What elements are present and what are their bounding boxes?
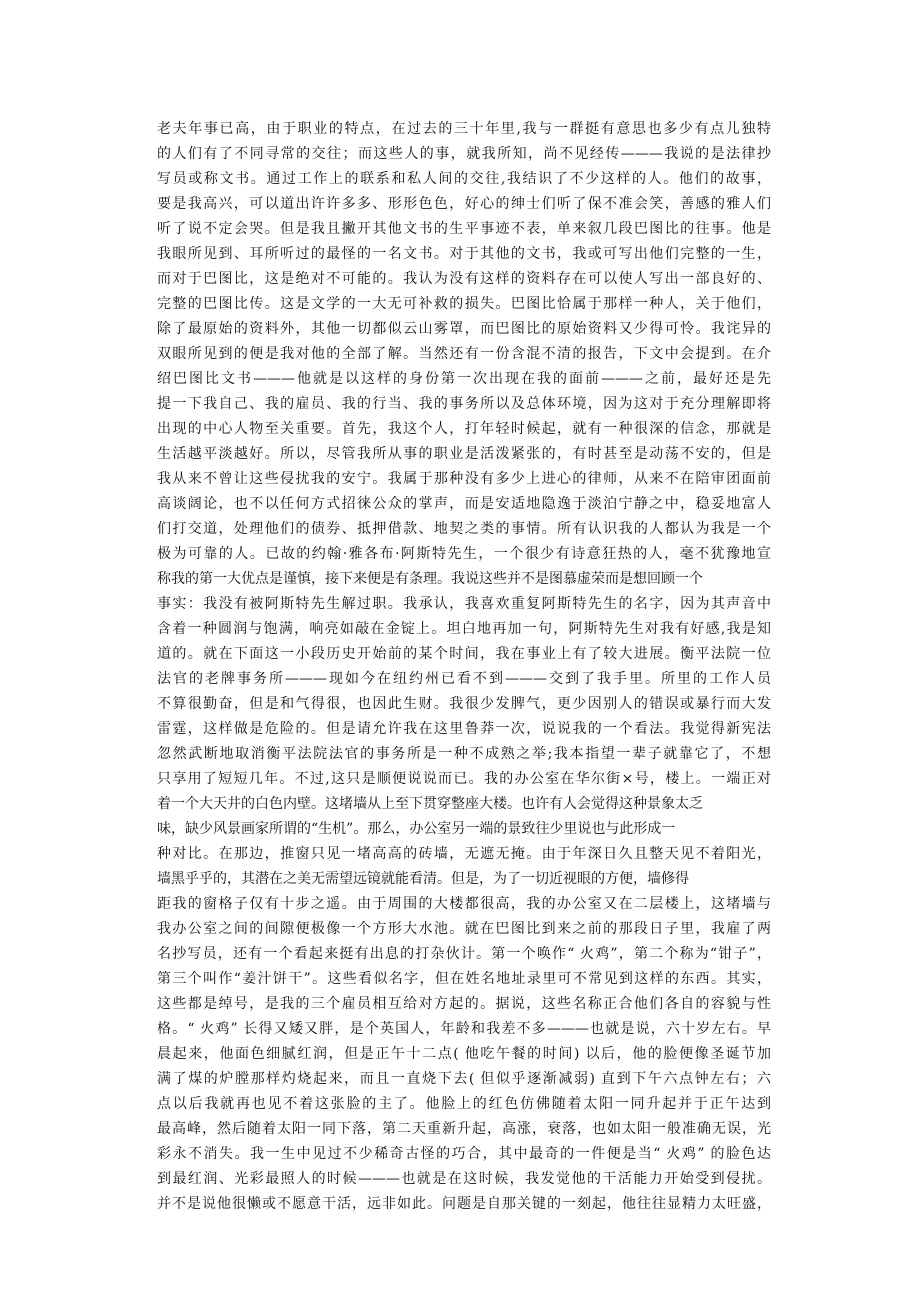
text-line: 事实：我没有被阿斯特先生解过职。我承认，我喜欢重复阿斯特先生的名字，因为其声音中 <box>157 596 771 612</box>
text-line: 除了最原始的资料外，其他一切都似云山雾罩，而巴图比的原始资料又少得可怜。我诧异的 <box>157 321 771 337</box>
text-line: 彩永不消失。我一生中见过不少稀奇古怪的巧合，其中最奇的一件便是当“ 火鸡” 的脸色达 <box>157 1146 771 1162</box>
text-line: 双眼所见到的便是我对他的全部了解。当然还有一份含混不清的报告，下文中会提到。在介 <box>157 346 771 362</box>
text-line: 完整的巴图比传。这是文学的一大无可补救的损失。巴图比恰属于那样一种人，关于他们， <box>157 296 771 312</box>
text-line: 我从来不曾让这些侵扰我的安宁。我属于那种没有多少上进心的律师，从来不在陪审团面前 <box>157 471 771 487</box>
text-line: 我眼所见到、耳所听过的最怪的一名文书。对于其他的文书，我或可写出他们完整的一生， <box>157 246 771 262</box>
text-line: 这些都是绰号，是我的三个雇员相互给对方起的。据说，这些名称正合他们各自的容貌与性 <box>157 996 771 1012</box>
text-line: 最高峰，然后随着太阳一同下落，第二天重新升起，高涨，衰落，也如太阳一般准确无误，光 <box>157 1121 771 1137</box>
text-line: 老夫年事已高，由于职业的特点，在过去的三十年里,我与一群挺有意思也多少有点儿独特 <box>157 121 771 137</box>
text-line: 种对比。在那边，推窗只见一堵高高的砖墙，无遮无掩。由于年深日久且整天见不着阳光， <box>157 846 771 862</box>
text-line: 们打交道，处理他们的债券、抵押借款、地契之类的事情。所有认识我的人都认为我是一个 <box>157 521 771 537</box>
text-line: 只享用了短短几年。不过,这只是顺便说说而已。我的办公室在华尔街×号，楼上。一端正对 <box>157 771 771 787</box>
text-line: 我办公室之间的间隙便极像一个方形大水池。就在巴图比到来之前的那段日子里，我雇了两 <box>157 921 771 937</box>
text-line: 要是我高兴，可以道出许许多多、形形色色，好心的绅士们听了保不准会笑，善感的雅人们 <box>157 196 771 212</box>
text-line: 绍巴图比文书———他就是以这样的身份第一次出现在我的面前———之前，最好还是先 <box>157 371 771 387</box>
text-line: 不算很勤奋，但是和气得很，也因此生财。我很少发脾气，更少因别人的错误或暴行而大发 <box>157 696 771 712</box>
text-line: 的人们有了不同寻常的交往；而这些人的事，就我所知，尚不见经传———我说的是法律抄 <box>157 146 771 162</box>
text-line: 含着一种圆润与饱满，响亮如敲在金锭上。坦白地再加一句，阿斯特先生对我有好感,我是知 <box>157 621 771 637</box>
text-line: 生活越平淡越好。所以，尽管我所从事的职业是活泼紧张的，有时甚至是动荡不安的，但是 <box>157 446 771 462</box>
text-line: 并不是说他很懒或不愿意干活，远非如此。问题是自那关键的一刻起，他往往显精力太旺盛， <box>157 1196 771 1212</box>
text-line: 雷霆，这样做是危险的。但是请允许我在这里鲁莽一次，说说我的一个看法。我觉得新宪法 <box>157 721 771 737</box>
text-line: 出现的中心人物至关重要。首先，我这个人，打年轻时候起，就有一种很深的信念，那就是 <box>157 421 771 437</box>
text-line: 格。“ 火鸡” 长得又矮又胖，是个英国人，年龄和我差不多———也就是说，六十岁左右。早 <box>157 1021 771 1037</box>
text-line: 第三个叫作“姜汁饼干”。这些看似名字，但在姓名地址录里可不常见到这样的东西。其实， <box>157 971 771 987</box>
text-line: 极为可靠的人。已故的约翰·雅各布·阿斯特先生，一个很少有诗意狂热的人，毫不犹豫地宣 <box>157 546 771 562</box>
text-line: 味，缺少风景画家所谓的“生机”。那么，办公室另一端的景致往少里说也与此形成一 <box>157 821 676 837</box>
text-line: 墙黑乎乎的，其潜在之美无需望远镜就能看清。但是，为了一切近视眼的方便，墙修得 <box>157 871 689 887</box>
text-line: 高谈阔论，也不以任何方式招徕公众的掌声，而是安适地隐逸于淡泊宁静之中，稳妥地富人 <box>157 496 771 512</box>
text-line: 法官的老牌事务所———现如今在纽约州已看不到———交到了我手里。所里的工作人员 <box>157 671 771 687</box>
body-text <box>157 117 771 1217</box>
text-line: 提一下我自己、我的雇员、我的行当、我的事务所以及总体环境，因为这对于充分理解即将 <box>157 396 771 412</box>
text-line: 满了煤的炉膛那样灼烧起来，而且一直烧下去( 但似乎逐渐减弱) 直到下午六点钟左右；六 <box>157 1071 771 1087</box>
text-line: 着一个大天井的白色内壁。这堵墙从上至下贯穿整座大楼。也许有人会觉得这种景象太乏 <box>157 796 703 812</box>
text-line: 名抄写员，还有一个看起来挺有出息的打杂伙计。第一个唤作“ 火鸡”，第二个称为“钳子”， <box>157 946 771 962</box>
text-line: 到最红润、光彩最照人的时候———也就是在这时候，我发觉他的干活能力开始受到侵扰。 <box>157 1171 771 1187</box>
text-line: 晨起来，他面色细腻红润，但是正午十二点( 他吃午餐的时间) 以后，他的脸便像圣诞节加 <box>157 1046 771 1062</box>
text-line: 忽然武断地取消衡平法院法官的事务所是一种不成熟之举;我本指望一辈子就靠它了，不想 <box>157 746 771 762</box>
text-line: 称我的第一大优点是谨慎，接下来便是有条理。我说这些并不是图慕虚荣而是想回顾一个 <box>157 571 703 587</box>
text-line: 听了说不定会哭。但是我且撇开其他文书的生平事迹不表，单来叙几段巴图比的往事。他是 <box>157 221 771 237</box>
text-line: 写员或称文书。通过工作上的联系和私人间的交往,我结识了不少这样的人。他们的故事， <box>157 171 771 187</box>
text-line: 距我的窗格子仅有十步之遥。由于周围的大楼都很高，我的办公室又在二层楼上，这堵墙与 <box>157 896 771 912</box>
text-line: 而对于巴图比，这是绝对不可能的。我认为没有这样的资料存在可以使人写出一部良好的、 <box>157 271 771 287</box>
text-line: 点以后我就再也见不着这张脸的主了。他脸上的红色仿佛随着太阳一同升起并于正午达到 <box>157 1096 771 1112</box>
text-line: 道的。就在下面这一小段历史开始前的某个时间，我在事业上有了较大进展。衡平法院一位 <box>157 646 771 662</box>
